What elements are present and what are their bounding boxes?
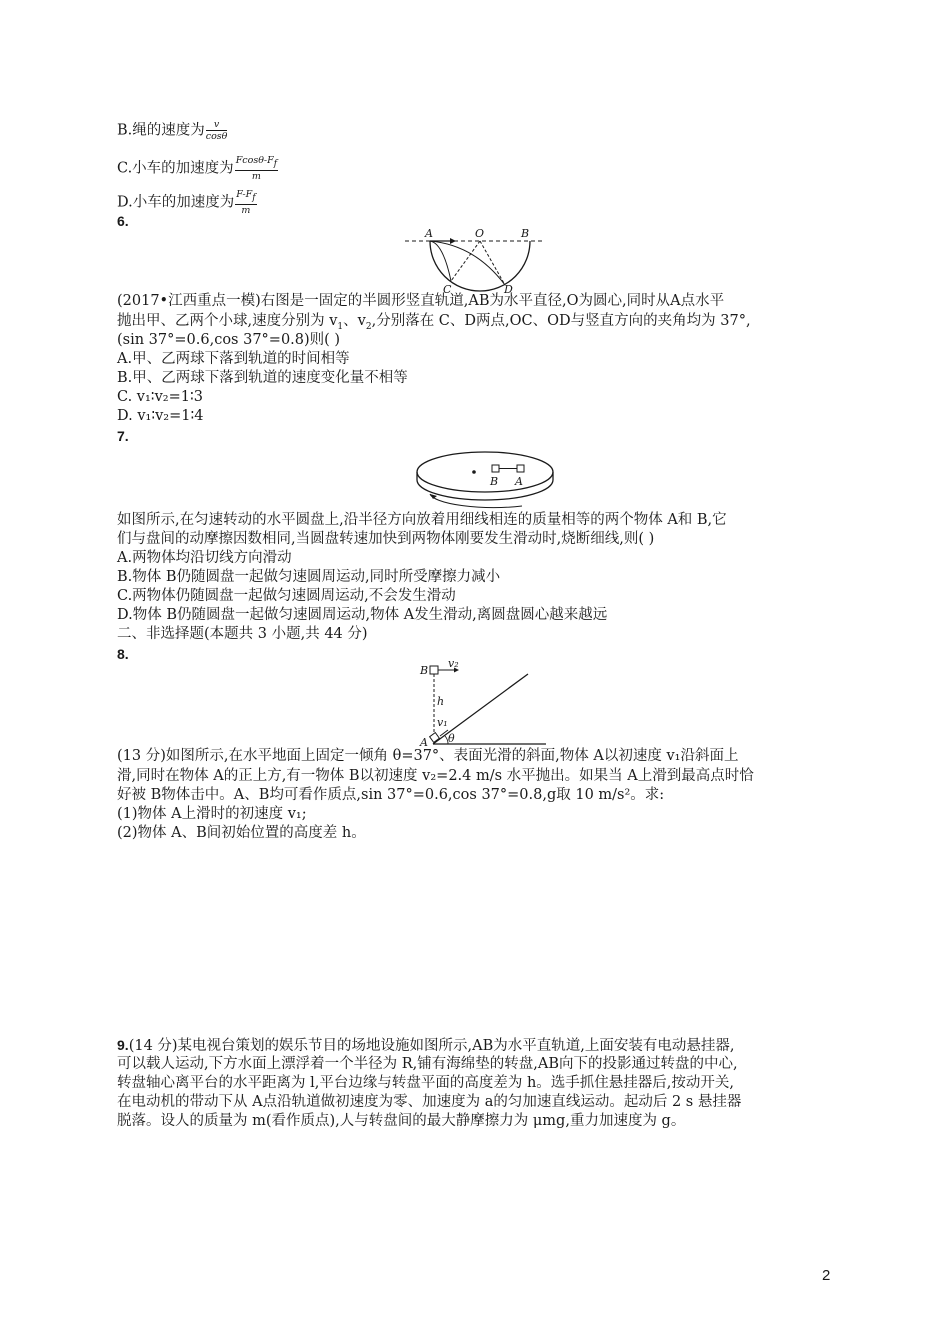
q7-turntable-figure (410, 448, 560, 513)
q6-option-b: B.甲、乙两球下落到轨道的速度变化量不相等 (117, 370, 408, 386)
q8-label-a: A (420, 736, 428, 749)
q5-c-fraction: $\frac{Fcos\theta-F_f}{m}$ (235, 155, 278, 182)
q7-stem-line-1: 如图所示,在匀速转动的水平圆盘上,沿半径方向放着用细线相连的质量相等的两个物体 A和 B,它 (117, 512, 727, 528)
q9-line-2: 可以载人运动,下方水面上漂浮着一个半径为 R,铺有海绵垫的转盘,AB向下的投影通过转盘的中心, (117, 1056, 738, 1072)
q6-label-o: O (475, 227, 485, 240)
q8-stem-line-2: 滑,同时在物体 A的正上方,有一物体 B以初速度 v₂=2.4 m/s 水平抛出。如果当 A上滑到最高点时恰 (117, 768, 754, 784)
q8-label-v1: v₁ (437, 716, 448, 729)
q5-option-b: B.绳的速度为 $\frac{v}{\cos\theta}$ (117, 119, 228, 142)
q6-number: 6. (117, 213, 129, 229)
q5-b-fraction: $\frac{v}{\cos\theta}$ (205, 119, 228, 142)
q7-label-b: B (490, 475, 499, 488)
q6-stem-line-1: (2017•江西重点一模)右图是一固定的半圆形竖直轨道,AB为水平直径,O为圆心,同时从A点水平 (117, 293, 725, 309)
q6-label-b: B (521, 227, 530, 240)
q6-label-c: C (443, 283, 452, 296)
q9-line-3: 转盘轴心离平台的水平距离为 l,平台边缘与转盘平面的高度差为 h。选手抓住悬挂器后,按动开关, (117, 1075, 735, 1091)
q6-option-d: D. v₁∶v₂=1∶4 (117, 408, 204, 424)
q8-stem-line-3: 好被 B物体击中。A、B均可看作质点,sin 37°=0.6,cos 37°=0.8,g取 10 m/s²。求: (117, 787, 665, 803)
q8-label-b: B (420, 664, 429, 677)
q8-sub-question-1: (1)物体 A上滑时的初速度 v₁; (117, 806, 307, 822)
q6-label-a: A (425, 227, 433, 240)
page-number: 2 (822, 1267, 831, 1284)
q8-label-v2: v₂ (448, 657, 459, 670)
q8-sub-question-2: (2)物体 A、B间初始位置的高度差 h。 (117, 825, 366, 841)
q8-incline-figure (418, 657, 553, 750)
q8-stem-line-1: (13 分)如图所示,在水平地面上固定一倾角 θ=37°、表面光滑的斜面,物体 A以初速度 v₁沿斜面上 (117, 748, 739, 764)
q8-label-theta: θ (448, 732, 455, 745)
q7-option-d: D.物体 B仍随圆盘一起做匀速圆周运动,物体 A发生滑动,离圆盘圆心越来越远 (117, 607, 608, 623)
q9-number: 9. (117, 1037, 129, 1053)
q5-d-fraction: $\frac{F-F_f}{m}$ (236, 189, 256, 216)
q6-semicircle-figure (405, 225, 555, 295)
q9-line-4: 在电动机的带动下从 A点沿轨道做初速度为零、加速度为 a的匀加速直线运动。起动后 2 s 悬挂器 (117, 1094, 742, 1110)
q6-label-d: D (504, 283, 513, 296)
section-2-heading: 二、非选择题(本题共 3 小题,共 44 分) (117, 626, 368, 642)
q8-label-h: h (437, 695, 445, 708)
q6-stem-line-2: 抛出甲、乙两个小球,速度分别为 $v_1$、$v_2$,分别落在 C、D两点,OC、OD与竖直方向的夹角均为 37°, (117, 313, 751, 332)
q9-line-1: 9.(14 分)某电视台策划的娱乐节目的场地设施如图所示,AB为水平直轨道,上面安装有电动悬挂器, (117, 1037, 735, 1054)
q6-option-c: C. v₁∶v₂=1∶3 (117, 389, 203, 405)
q7-option-a: A.两物体均沿切线方向滑动 (117, 550, 292, 566)
q5-option-c: C.小车的加速度为 $\frac{Fcos\theta-F_f}{m}$ (117, 155, 278, 182)
q6-option-a: A.甲、乙两球下落到轨道的时间相等 (117, 351, 350, 367)
q6-stem-line-3: (sin 37°=0.6,cos 37°=0.8)则( ) (117, 332, 341, 348)
q8-number: 8. (117, 646, 129, 662)
q7-number: 7. (117, 428, 129, 444)
q9-line-5: 脱落。设人的质量为 m(看作质点),人与转盘间的最大静摩擦力为 μmg,重力加速度为 g。 (117, 1113, 686, 1129)
q7-option-b: B.物体 B仍随圆盘一起做匀速圆周运动,同时所受摩擦力减小 (117, 569, 501, 585)
q7-stem-line-2: 们与盘间的动摩擦因数相同,当圆盘转速加快到两物体刚要发生滑动时,烧断细线,则( ) (117, 531, 655, 547)
q7-label-a: A (515, 475, 523, 488)
q7-option-c: C.两物体仍随圆盘一起做匀速圆周运动,不会发生滑动 (117, 588, 456, 604)
q5-option-d: D.小车的加速度为 $\frac{F-F_f}{m}$ (117, 189, 256, 216)
